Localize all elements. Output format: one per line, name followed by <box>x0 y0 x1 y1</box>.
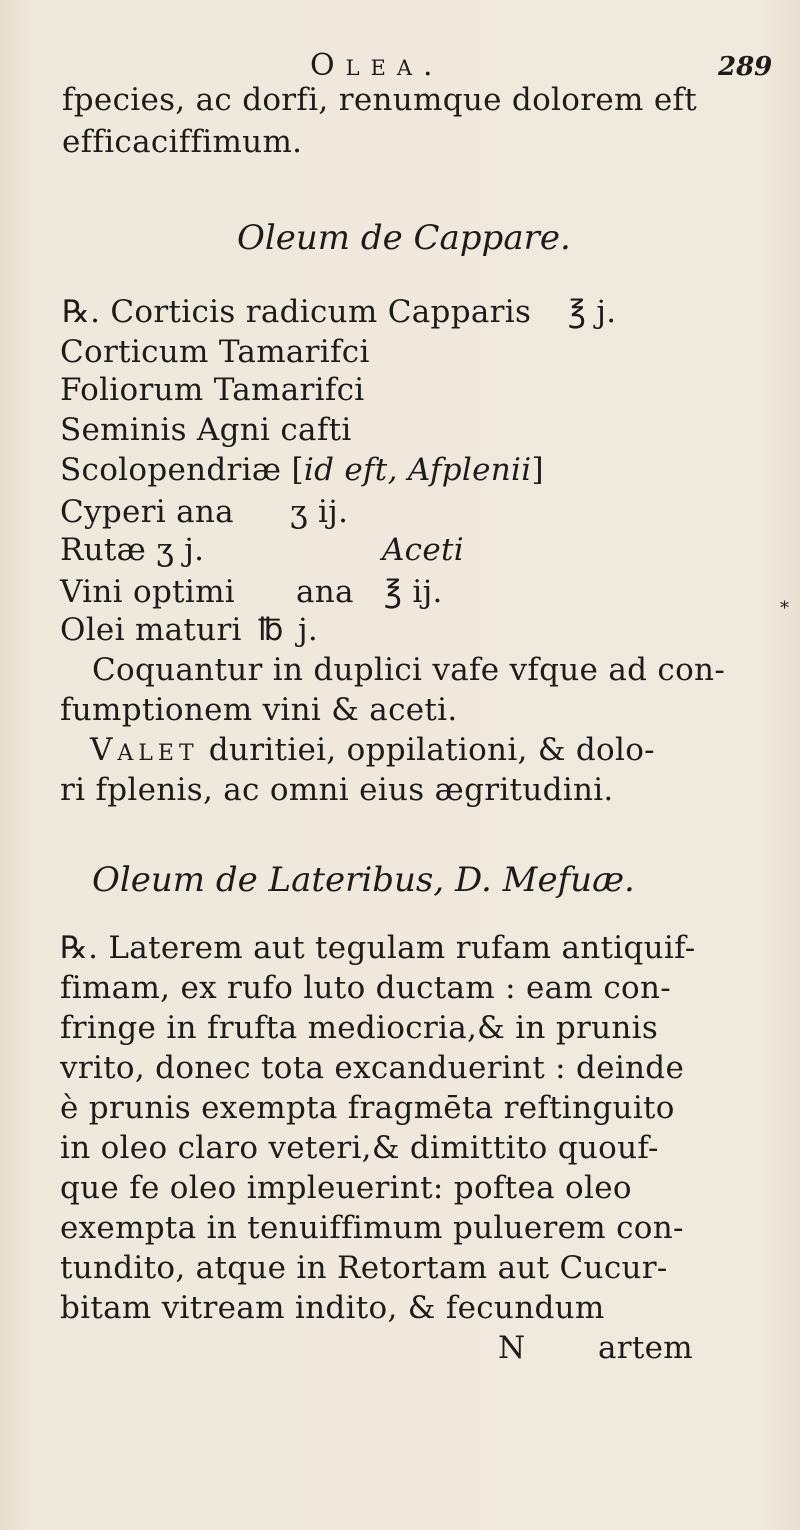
body-line: fimam, ex rufo luto ductam : eam con- <box>60 970 671 1006</box>
body-line: in oleo claro veteri,& dimittito quouf- <box>60 1130 659 1166</box>
recipe-title-lateribus: Oleum de Lateribus, D. Mefuæ. <box>92 860 635 900</box>
body-line: vrito, donec tota excanduerint : deinde <box>60 1050 685 1086</box>
ingredient-row: Foliorum Tamarifci <box>60 372 365 408</box>
instruction-line-1: Coquantur in duplici vafe vfque ad con- <box>92 652 726 688</box>
body-line: fringe in frufta mediocria,& in prunis <box>60 1010 659 1046</box>
intro-line-1: fpecies, ac dorfi, renumque dolorem eft <box>62 82 697 118</box>
recipe-title-cappare: Oleum de Cappare. <box>237 218 571 258</box>
ingredient-name: Aceti <box>382 532 464 568</box>
body-line: ℞. Laterem aut tegulam rufam antiquif- <box>60 930 696 966</box>
ingredient-row: Cyperi ana <box>60 494 234 530</box>
catchword: artem <box>598 1330 693 1366</box>
ingredient-row: Olei maturi <box>60 612 242 648</box>
ingredient-row <box>62 292 531 332</box>
valet-text: duritiei, oppilationi, & dolo- <box>198 732 655 768</box>
valet-word: Valet <box>90 732 199 768</box>
ingredient-row: Vini optimi <box>60 574 235 610</box>
ingredient-row: Rutæ ʒ j. <box>60 532 205 568</box>
running-title: Olea. <box>310 48 444 83</box>
ingredient-quantity: ℥ ij. <box>384 574 443 610</box>
ingredient-row: Corticum Tamarifci <box>60 334 370 370</box>
page-number: 289 <box>718 52 773 82</box>
ingredient-quantity: ℥ j. <box>568 294 617 330</box>
ingredient-name: Scolopendriæ [ <box>60 452 304 488</box>
valet-line <box>90 730 655 770</box>
signature-mark: N <box>498 1330 526 1366</box>
ingredient-name: ℞. Corticis radicum Capparis <box>62 294 532 330</box>
ingredient-ana: ana <box>296 574 354 610</box>
margin-asterisk: * <box>780 598 789 619</box>
body-line: tundito, atque in Retortam aut Cucur- <box>60 1250 668 1286</box>
ingredient-row: Seminis Agni cafti <box>60 412 352 448</box>
body-line: è prunis exempta fragmēta reftinguito <box>60 1090 675 1126</box>
bracket-close: ] <box>531 452 544 488</box>
ingredient-unit: ℔ <box>258 612 284 648</box>
ingredient-quantity: ʒ ij. <box>290 494 349 530</box>
body-line: bitam vitream indito, & fecundum <box>60 1290 605 1326</box>
ingredient-gloss: id eft, Afplenii <box>303 452 532 488</box>
instruction-line-2: fumptionem vini & aceti. <box>60 692 458 728</box>
ingredient-row <box>60 450 544 490</box>
intro-line-2: efficaciffimum. <box>62 124 303 160</box>
ingredient-quantity: j. <box>298 612 319 648</box>
body-line: que fe oleo impleuerint: poftea oleo <box>60 1170 632 1206</box>
body-line: exempta in tenuiffimum puluerem con- <box>60 1210 684 1246</box>
valet-line-2: ri fplenis, ac omni eius ægritudini. <box>60 772 614 808</box>
